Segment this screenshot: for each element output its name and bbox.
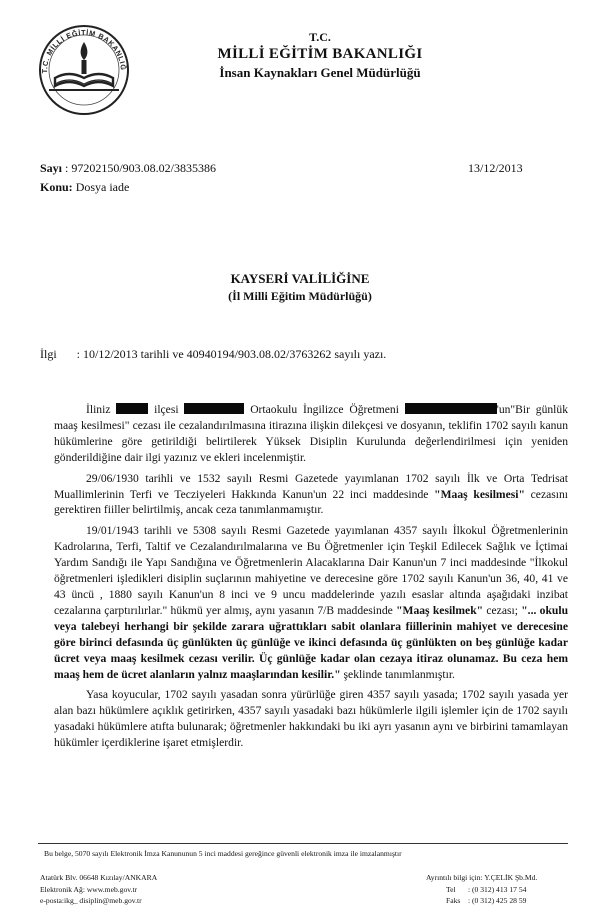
redaction [184,403,244,414]
p3-text-b: cezası; [486,603,518,617]
paragraph-1 [54,402,568,466]
paragraph-4 [54,687,568,751]
header-department: İnsan Kaynakları Genel Müdürlüğü [219,65,421,80]
footer-contact: Ayrıntılı bilgi için: Y.ÇELİK Şb.Md. [426,873,538,882]
p2-text-b: cezasını gerektiren fiiller belirtilmiş, ancak ceza tanımlanmamıştır. [54,487,568,517]
header-line-tc: T.C. [309,30,331,44]
p1-text-b: ilçesi [154,403,179,416]
fax-value: : (0 312) 425 28 59 [468,896,527,906]
letterhead [140,30,500,81]
tel-value: : (0 312) 413 17 54 [468,884,527,894]
sayi-value: : 97202150/903.08.02/3835386 [65,161,217,175]
redaction [116,403,148,414]
p1-text-a: İliniz [86,403,111,416]
sayi-label: Sayı [40,161,63,175]
esignature-note: Bu belge, 5070 sayılı Elektronik İmza Kanununun 5 inci maddesi gereğince güvenli elektronik imza ile imzalanmıştır [44,849,402,858]
p3-text-a: 19/01/1943 tarihli ve 5308 sayılı Resmi Gazetede yayımlanan 4357 sayılı İlkokul Öğretmenlerinin Kadrolarına, Terfi, Taltif ve Cezalandırılmalarına ve Bu Öğretmenler için Teşkil Edilecek Sağlık ve İçtimai Yardım Sandığı ile Yapı Sandığına ve Öğretmenlerin Alacaklarına Dair Kanun'un 7 inci maddesinde "İlkokul öğretmenleri işledikleri disiplin suçlarının mahiyetine ve derecesine göre 1702 sayılı Kanun'un 36, 40, 41 ve 43 üncü , 1880 sayılı Kanun'un 8 inci ve 9 uncu maddelerinde yazılı esaslar altında aşağıdaki inzibat cezalarına çarptırılırlar." hükmü yer almış, aynı yasanın 7/B maddesinde [54,524,568,617]
ministry-logo [35,20,133,116]
ilgi-line [40,347,386,362]
tel-label: Tel [446,884,456,894]
footer-address: Atatürk Blv. 06648 Kızılay/ANKARA [40,873,158,882]
paragraph-2 [54,471,568,519]
p3-bold-2: "... okulu veya talebeyi herhangi bir şekilde zarara uğrattıkları sabit olanlara fiillerinin mahiyet ve derecesine göre birinci defasında üç günlükten üç günlüğe ve ikinci defasında üç günlükten on beş günlüğe kadar ücret veya maaş kesilmek cezası verilir. Üç günlüğe kadar olan cezaya itiraz olunamaz. Bu ceza hem maaş hem de ücret alanların yalnız maaşlarından kesilir." [54,603,569,681]
p1-text-c: Ortaokulu İngilizce Öğretmeni [250,403,399,416]
redaction [405,403,497,414]
footer-divider [38,843,568,844]
ilgi-label: İlgi [40,347,57,361]
paragraph-3 [54,523,568,682]
footer-email: e-posta:ikg_ disiplin@meb.gov.tr [40,896,142,906]
p3-bold-1: "Maaş kesilmek" [396,603,484,617]
footer-right [426,872,537,907]
p1-text-d: 'un"Bir günlük maaş kesilmesi" cezası ile cezalandırılmasına itirazına ilişkin dilekçesi ve dosyanın, teklifin 1702 sayılı kanun hükümlerine göre getirildiği belirtilerek Yüksek Disiplin Kurulunda değerlendirilmesi için yeniden gönderildiğine dair ilgi yazınız ve ekleri incelenmiştir. [54,403,568,464]
footer-left [40,872,157,907]
p2-bold: "Maaş kesilmesi" [434,487,525,501]
p3-text-c: şeklinde tanımlanmıştır. [343,667,455,681]
ilgi-value: : 10/12/2013 tarihli ve 40940194/903.08.02/3763262 sayılı yazı. [76,347,387,361]
sayi-line [40,161,216,176]
header-ministry: MİLLİ EĞİTİM BAKANLIĞI [217,46,423,62]
recipient-block [0,271,600,304]
p2-text-a: 29/06/1930 tarihli ve 1532 sayılı Resmi Gazetede yayımlanan 1702 sayılı İlk ve Orta Tedrisat Muallimlerinin Terfi ve Tecziyeleri Hakkında Kanun'un 22 inci maddesinde [54,471,568,501]
footer-tel [426,884,537,896]
footer-fax [426,895,537,907]
letter-body [54,402,568,756]
konu-value: Dosya iade [75,180,130,194]
konu-line [40,180,129,195]
p4-text: Yasa koyucular, 1702 sayılı yasadan sonra yürürlüğe giren 4357 sayılı yasada; 1702 sayılı yasada yer alan bazı hükümlere açıklık getirirken, 4357 sayılı yasadaki bazı hükümlerle ilgili işlemler için de 1702 sayılı yasadaki hükümlere atıfta bulunarak; öğretmenler hakkındaki bu iki ayrı yasanın aynı ve birbirini tamamlayan hükümler içerdiklerine işaret etmişlerdir. [54,688,568,750]
fax-label: Faks [446,896,461,906]
svg-text:T.C. MİLLİ EĞİTİM BAKANLIĞI: T.C. MİLLİ EĞİTİM BAKANLIĞ [39,27,129,74]
document-date: 13/12/2013 [468,161,523,175]
recipient-subtitle: (İl Milli Eğitim Müdürlüğü) [228,289,372,303]
footer-web: Elektronik Ağ: www.meb.gov.tr [40,884,138,894]
recipient-title: KAYSERİ VALİLİĞİNE [230,271,370,286]
konu-label: Konu: [40,180,73,194]
